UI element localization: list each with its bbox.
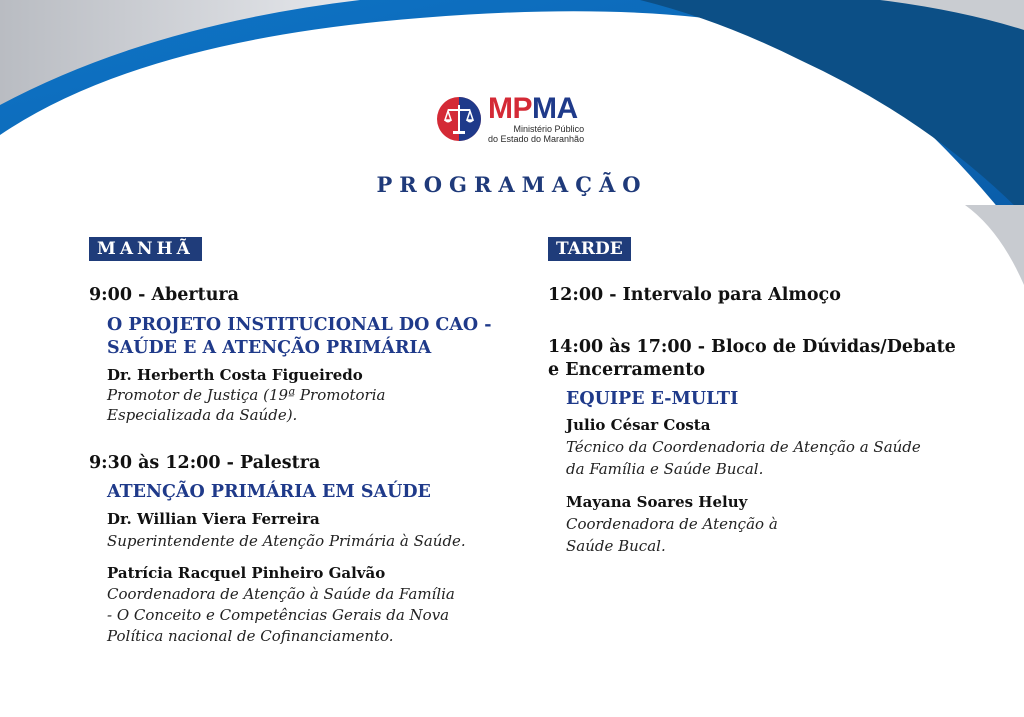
- scales-of-justice-icon: [436, 96, 482, 142]
- afternoon-item-lunch: 12:00 - Intervalo para Almoço: [548, 285, 841, 305]
- logo-line2: do Estado do Maranhão: [488, 134, 585, 144]
- morning-label: MANHÃ: [89, 237, 202, 261]
- talk1-role-line1: Promotor de Justiça (19ª Promotoria: [107, 386, 386, 404]
- afternoon-item-debate-line2: e Encerramento: [548, 360, 705, 380]
- team-member2-role-line1: Coordenadora de Atenção à: [566, 515, 778, 533]
- logo-brand: MPMA: [488, 92, 578, 125]
- team-title: EQUIPE E-MULTI: [566, 389, 739, 409]
- talk2-speaker1-role: Superintendente de Atenção Primária à Saúde.: [107, 532, 466, 550]
- page-title: PROGRAMAÇÃO: [376, 172, 648, 197]
- team-member1-role-line2: da Família e Saúde Bucal.: [566, 460, 764, 478]
- talk1-title-line1: O PROJETO INSTITUCIONAL DO CAO -: [107, 315, 492, 335]
- morning-item-lecture: 9:30 às 12:00 - Palestra: [89, 453, 321, 473]
- talk2-speaker2-role-line3: Política nacional de Cofinanciamento.: [107, 627, 394, 645]
- team-member1-role-line1: Técnico da Coordenadoria de Atenção a Saúde: [566, 438, 921, 456]
- team-member1: Julio César Costa: [566, 416, 711, 434]
- talk1-role-line2: Especializada da Saúde).: [107, 406, 298, 424]
- talk2-speaker1: Dr. Willian Viera Ferreira: [107, 510, 320, 528]
- team-member2: Mayana Soares Heluy: [566, 493, 748, 511]
- mpma-logo: [436, 92, 585, 144]
- talk2-speaker2: Patrícia Racquel Pinheiro Galvão: [107, 564, 386, 582]
- talk2-title: ATENÇÃO PRIMÁRIA EM SAÚDE: [107, 482, 431, 502]
- talk1-title-line2: SAÚDE E A ATENÇÃO PRIMÁRIA: [107, 338, 432, 358]
- logo-line1: Ministério Público: [513, 124, 585, 134]
- talk1-speaker: Dr. Herberth Costa Figueiredo: [107, 366, 363, 384]
- gray-tail-swoosh: [965, 205, 1024, 285]
- afternoon-label: TARDE: [548, 237, 631, 261]
- talk2-speaker2-role-line2: - O Conceito e Competências Gerais da Nova: [107, 606, 450, 624]
- afternoon-item-debate: 14:00 às 17:00 - Bloco de Dúvidas/Debate: [548, 337, 956, 357]
- team-member2-role-line2: Saúde Bucal.: [566, 537, 666, 555]
- talk2-speaker2-role-line1: Coordenadora de Atenção à Saúde da Família: [107, 585, 455, 603]
- morning-item-opening: 9:00 - Abertura: [89, 285, 239, 305]
